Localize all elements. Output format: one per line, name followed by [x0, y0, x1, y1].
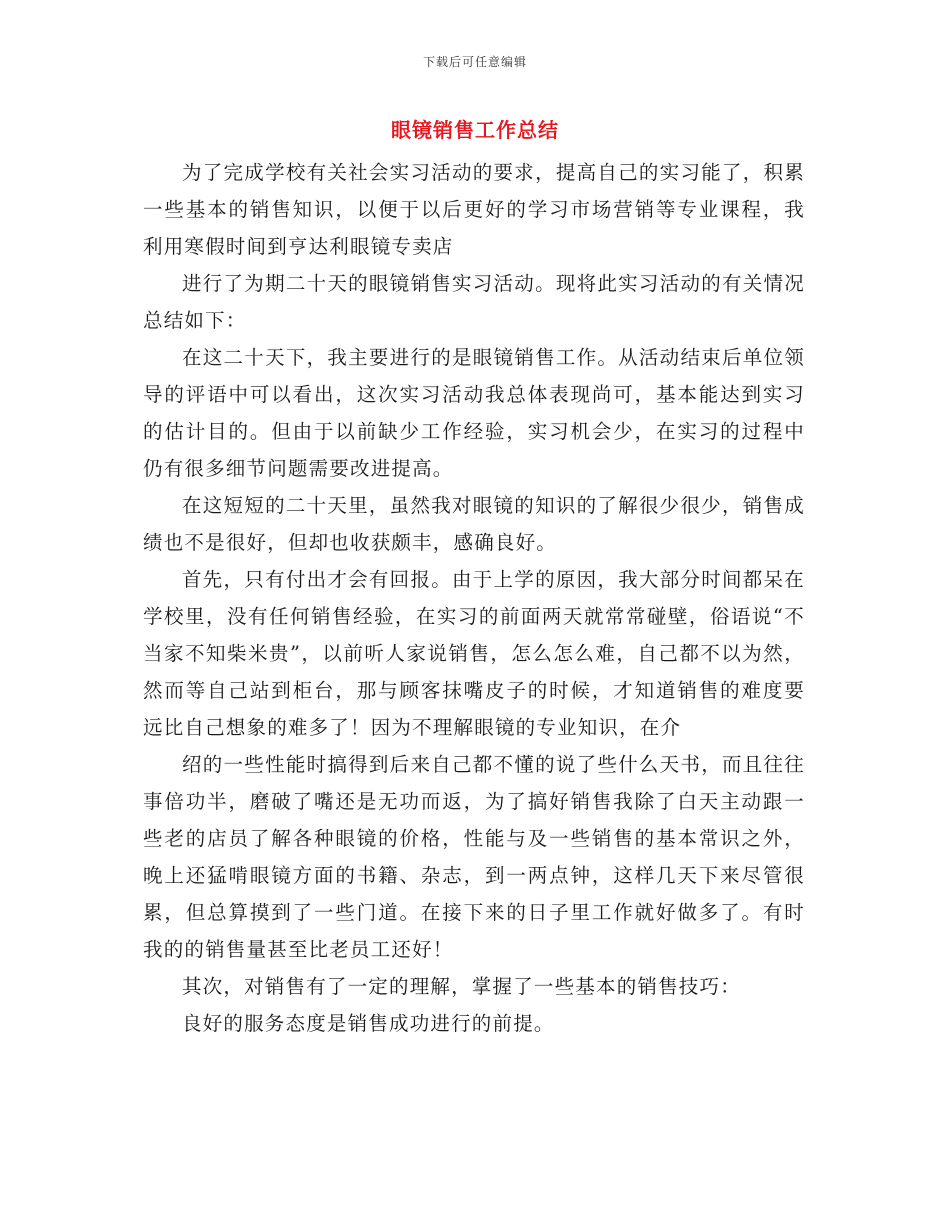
paragraph-6: 绍的一些性能时搞得到后来自己都不懂的说了些什么天书，而且往往事倍功半，磨破了嘴还是无功而返，为了搞好销售我除了白天主动跟一些老的店员了解各种眼镜的价格，性能与及一些销售的基本常识之外，晚上还猛啃眼镜方面的书籍、杂志，到一两点钟，这样几天下来尽管很累，但总算摸到了一些门道。在接下来的日子里工作就好做多了。有时我的的销售量甚至比老员工还好！	[143, 753, 805, 961]
paragraph-1: 为了完成学校有关社会实习活动的要求，提高自己的实习能了，积累一些基本的销售知识，以便于以后更好的学习市场营销等专业课程，我利用寒假时间到亨达利眼镜专卖店	[143, 161, 805, 258]
paragraph-4: 在这短短的二十天里，虽然我对眼镜的知识的了解很少很少，销售成绩也不是很好，但却也收获颇丰，感确良好。	[143, 494, 805, 554]
document-body	[143, 154, 805, 1042]
paragraph-3: 在这二十天下，我主要进行的是眼镜销售工作。从活动结束后单位领导的评语中可以看出，这次实习活动我总体表现尚可，基本能达到实习的估计目的。但由于以前缺少工作经验，实习机会少，在实习的过程中仍有很多细节问题需要改进提高。	[143, 346, 805, 480]
paragraph-7: 其次，对销售有了一定的理解，掌握了一些基本的销售技巧：	[182, 975, 741, 998]
document-title: 眼镜销售工作总结	[391, 118, 559, 142]
paragraph-5: 首先，只有付出才会有回报。由于上学的原因，我大部分时间都呆在学校里，没有任何销售经验，在实习的前面两天就常常碰壁，俗语说“不当家不知柴米贵”，以前听人家说销售，怎么怎么难，自己都不以为然，然而等自己站到柜台，那与顾客抹嘴皮子的时候，才知道销售的难度要远比自己想象的难多了！因为不理解眼镜的专业知识，在介	[143, 568, 805, 739]
paragraph-8: 良好的服务态度是销售成功进行的前提。	[182, 1012, 555, 1035]
paragraph-2: 进行了为期二十天的眼镜销售实习活动。现将此实习活动的有关情况总结如下：	[143, 272, 805, 332]
header-note: 下载后可任意编辑	[422, 55, 527, 69]
